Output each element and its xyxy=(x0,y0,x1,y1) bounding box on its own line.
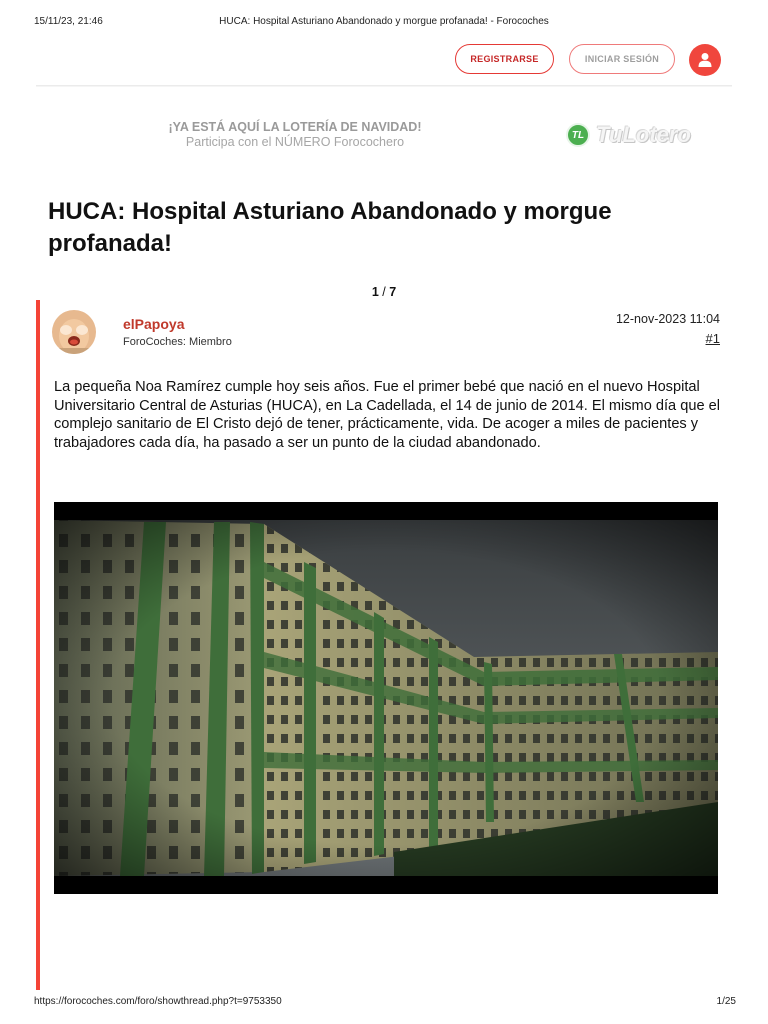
tulotero-logo-text: TuLotero xyxy=(596,122,691,147)
promo-title[interactable]: ¡YA ESTÁ AQUÍ LA LOTERÍA DE NAVIDAD! xyxy=(168,120,422,134)
user-icon xyxy=(698,52,712,68)
post-date: 12-nov-2023 11:04 xyxy=(615,312,720,326)
print-datetime: 15/11/23, 21:46 xyxy=(34,16,103,27)
post-accent-bar xyxy=(36,300,40,990)
post-body: La pequeña Noa Ramírez cumple hoy seis años. Fue el primer bebé que nació en el nuevo Hospital Universitario Central de Asturias (HUCA), en La Cadellada, el 14 de junio de 2014. El mismo día que el complejo sanitario de El Cristo dejó de tener, prácticamente, vida. De acoger a miles de pacientes y trabajadores cada día, ha pasado a ser un punto de la ciudad abandonado. xyxy=(54,379,720,451)
tulotero-logo-mark: TL xyxy=(566,123,590,147)
page-title: HUCA: Hospital Asturiano Abandonado y morgue profanada! xyxy=(48,198,612,257)
register-button[interactable]: REGISTRARSE xyxy=(455,44,554,74)
page-total[interactable]: 7 xyxy=(389,285,397,299)
pagination xyxy=(0,285,768,299)
post-username[interactable]: elPapoya xyxy=(123,316,185,332)
user-menu-button[interactable] xyxy=(689,44,721,76)
hospital-photo xyxy=(54,502,718,894)
print-document-title: HUCA: Hospital Asturiano Abandonado y morgue profanada! - Forocoches xyxy=(219,16,549,27)
post-user-role: ForoCoches: Miembro xyxy=(123,336,232,348)
avatar-image xyxy=(52,310,96,354)
print-url: https://forocoches.com/foro/showthread.php?t=9753350 xyxy=(34,996,282,1007)
promo-subtitle[interactable]: Participa con el NÚMERO Forocochero xyxy=(185,135,405,149)
print-page-indicator: 1/25 xyxy=(716,996,736,1007)
header-divider xyxy=(36,85,732,87)
tulotero-logo[interactable] xyxy=(566,122,691,148)
avatar[interactable] xyxy=(52,310,96,354)
post-number-link[interactable]: #1 xyxy=(705,331,720,346)
page-separator: / xyxy=(378,285,390,299)
login-button[interactable]: INICIAR SESIÓN xyxy=(569,44,675,74)
page-current[interactable]: 1 xyxy=(371,285,379,299)
post-image[interactable] xyxy=(54,502,718,894)
